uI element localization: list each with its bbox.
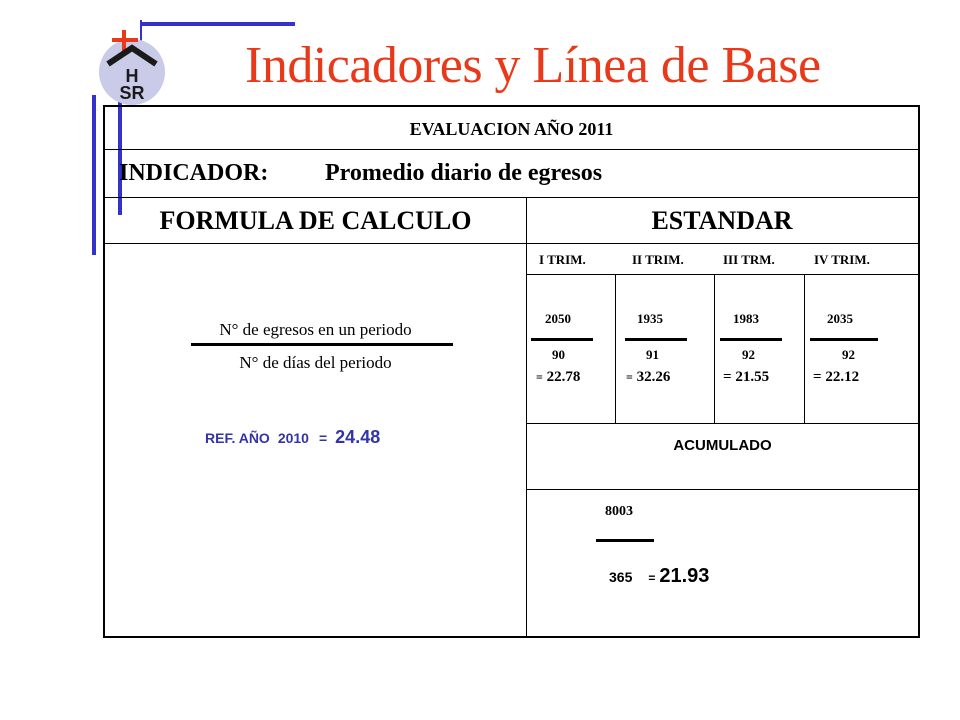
quarter-equals: =	[723, 369, 732, 385]
quarter-denominator: 91	[646, 347, 659, 362]
quarter-result-value: 22.12	[825, 369, 860, 385]
quarter-fraction-bar	[625, 338, 687, 341]
quarter-result	[626, 369, 670, 386]
quarter-denominator: 90	[552, 347, 565, 362]
accumulated-section-divider	[527, 489, 918, 490]
quarter-fraction-bar	[531, 338, 593, 341]
quarters-section-divider	[527, 423, 918, 424]
quarter-result-value: 32.26	[636, 369, 671, 385]
ref-equals: =	[318, 430, 328, 446]
formula-denominator: N° de días del periodo	[239, 353, 392, 372]
accumulated-result-value: 21.93	[659, 565, 710, 587]
formula-numerator: N° de egresos en un periodo	[219, 320, 412, 339]
accumulated-fraction-bar	[596, 539, 654, 542]
quarter-fraction-bar	[810, 338, 878, 341]
slide-title: Indicadores y Línea de Base	[245, 37, 821, 94]
ref-year: 2010	[277, 430, 309, 446]
quarter-equals: =	[536, 370, 543, 384]
quarter-denominator: 92	[842, 347, 855, 362]
quarter-label: I TRIM.	[539, 252, 586, 267]
logo-letters-top: H	[125, 66, 139, 86]
column-standard-header: ESTANDAR	[651, 206, 793, 235]
accumulated-numerator: 8003	[605, 504, 633, 519]
column-header-row	[105, 198, 918, 244]
ref-label: REF. AÑO	[205, 430, 270, 446]
accumulated-result	[609, 565, 709, 588]
header-row	[105, 107, 918, 150]
quarter-numerator: 2035	[827, 311, 853, 326]
quarter-result	[723, 369, 769, 386]
accumulated-denominator: 365	[609, 569, 633, 585]
ref-value: 24.48	[335, 427, 381, 447]
quarter-numerator: 1983	[733, 311, 759, 326]
indicator-value: Promedio diario de egresos	[325, 160, 603, 186]
quarter-numerator: 2050	[545, 311, 571, 326]
quarter-fraction-bar	[720, 338, 782, 341]
frame-vertical-line-left	[92, 95, 96, 255]
evaluation-table	[103, 105, 920, 638]
quarter-equals: =	[626, 370, 633, 384]
quarter-label: III TRM.	[723, 252, 775, 267]
indicator-row	[105, 150, 918, 198]
hsr-logo	[92, 28, 170, 106]
quarter-numerator: 1935	[637, 311, 663, 326]
accumulated-label: ACUMULADO	[673, 437, 772, 454]
formula-fraction-bar	[191, 343, 453, 346]
quarter-result-value: 21.55	[735, 369, 770, 385]
quarter-divider-1	[615, 274, 616, 423]
quarter-result	[536, 369, 580, 386]
quarter-denominator: 92	[742, 347, 755, 362]
quarter-divider-3	[804, 274, 805, 423]
table-header: EVALUACION AÑO 2011	[409, 119, 614, 139]
quarter-result-value: 22.78	[546, 369, 581, 385]
quarter-equals: =	[813, 369, 822, 385]
quarter-result	[813, 369, 859, 386]
quarter-divider-2	[714, 274, 715, 423]
logo-letters-bottom: SR	[119, 83, 145, 103]
quarter-label: II TRIM.	[632, 252, 684, 267]
reference-line	[205, 427, 380, 448]
column-formula-header: FORMULA DE CALCULO	[159, 206, 472, 235]
indicator-label: INDICADOR:	[119, 160, 269, 186]
quarter-label: IV TRIM.	[814, 252, 870, 267]
frame-horizontal-line	[140, 22, 295, 26]
accumulated-equals: =	[648, 571, 656, 585]
